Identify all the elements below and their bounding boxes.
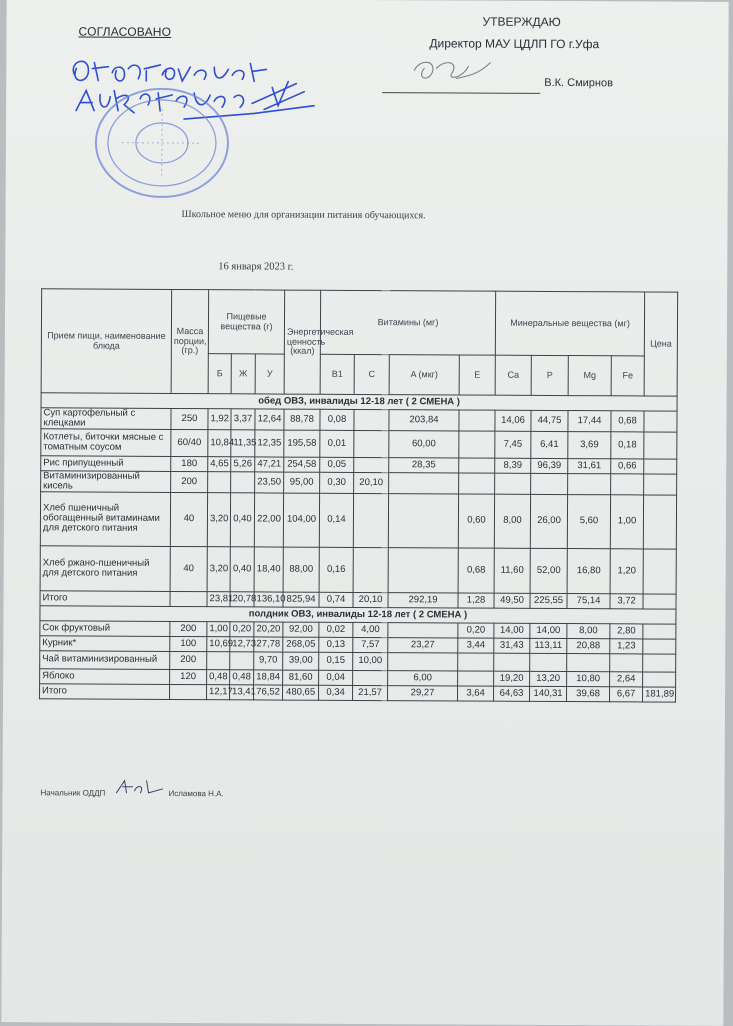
cell-u: 27,78: [254, 637, 283, 652]
cell-a: 292,19: [388, 593, 458, 608]
cell-p: 44,75: [531, 410, 568, 431]
cell-price: [643, 594, 676, 609]
cell-p: 140,31: [530, 686, 567, 701]
cell-mg: 20,88: [567, 638, 610, 653]
cell-name: Котлеты, биточки мясные с томатным соусом: [41, 429, 171, 457]
cell-fe: 0,18: [611, 432, 644, 459]
cell-mg: [567, 653, 610, 671]
cell-c: [354, 430, 389, 457]
cell-b1: 0,74: [319, 592, 353, 607]
cell-a: 23,27: [388, 638, 458, 653]
cell-a: 28,35: [389, 458, 459, 473]
header-vitamins: Витамины (мг): [320, 290, 495, 355]
header-minerals: Минеральные вещества (мг): [495, 291, 644, 356]
cell-name: Чай витаминизированный: [40, 651, 170, 670]
cell-price: [643, 495, 676, 549]
cell-zh: 0,20: [230, 622, 254, 637]
footer-signature: [112, 777, 166, 799]
cell-energy: 254,58: [284, 457, 320, 472]
cell-mass: 120: [170, 669, 207, 684]
cell-energy: 268,05: [283, 637, 319, 652]
cell-p: 26,00: [530, 494, 567, 548]
cell-p: [531, 473, 568, 494]
cell-b: [208, 472, 231, 493]
cell-zh: 0,40: [230, 547, 254, 592]
cell-energy: 81,60: [283, 670, 319, 685]
cell-u: 23,50: [255, 472, 284, 493]
cell-b1: 0,01: [320, 430, 354, 457]
director-name: В.К. Смирнов: [544, 76, 613, 90]
cell-e: 0,60: [458, 494, 494, 548]
cell-c: [353, 670, 388, 685]
cell-ca: 64,63: [494, 686, 530, 701]
cell-fe: 1,23: [610, 639, 643, 654]
cell-a: 29,27: [388, 686, 458, 701]
cell-a: 203,84: [389, 410, 459, 431]
cell-c: 20,10: [353, 592, 388, 607]
cell-mg: 8,00: [567, 623, 610, 638]
cell-zh: 20,78: [230, 592, 254, 607]
cell-mg: 16,80: [567, 548, 610, 593]
cell-zh: 3,37: [231, 409, 255, 430]
cell-zh: 11,35: [231, 430, 255, 457]
cell-name: Хлеб пшеничный обогащенный витаминами для детского питания: [40, 492, 170, 547]
cell-u: 12,64: [255, 409, 284, 430]
header-energy: Энергетическая ценность (ккал): [284, 290, 321, 394]
cell-energy: 88,00: [283, 547, 319, 592]
cell-mass: 180: [171, 456, 208, 471]
cell-ca: 49,50: [494, 593, 530, 608]
cell-c: [353, 493, 388, 547]
cell-u: 20,20: [254, 622, 283, 637]
cell-p: 14,00: [530, 623, 567, 638]
cell-p: 52,00: [530, 548, 567, 593]
header-c: C: [354, 354, 389, 394]
header-b: Б: [208, 354, 231, 394]
cell-ca: 19,20: [494, 671, 530, 686]
cell-fe: 2,64: [610, 672, 643, 687]
director-signature: [406, 48, 496, 88]
cell-b: 23,81: [207, 592, 230, 607]
cell-mass: 40: [170, 492, 207, 546]
cell-zh: 13,41: [230, 685, 254, 700]
header-p: P: [531, 355, 568, 395]
cell-fe: 1,20: [610, 549, 643, 594]
cell-fe: [611, 474, 644, 495]
cell-c: 4,00: [353, 622, 388, 637]
section-title: полдник ОВЗ, инвалиды 12-18 лет ( 2 СМЕНА ): [40, 606, 676, 624]
cell-price: [644, 459, 677, 474]
cell-zh: 5,26: [231, 457, 255, 472]
cell-p: 225,55: [530, 593, 567, 608]
header-mg: Mg: [568, 356, 611, 396]
cell-e: [459, 410, 495, 431]
cell-b: 1,00: [207, 622, 230, 637]
cell-price: [644, 474, 677, 495]
cell-mass: [170, 591, 207, 606]
cell-p: 96,39: [531, 458, 568, 473]
cell-fe: 1,00: [610, 495, 643, 549]
header-e: E: [459, 355, 495, 395]
cell-c: 7,57: [353, 637, 388, 652]
cell-a: [388, 623, 458, 638]
cell-b1: 0,30: [320, 472, 354, 493]
cell-b: 10,84: [208, 430, 231, 457]
cell-ca: [495, 473, 531, 494]
cell-e: [458, 653, 494, 671]
cell-u: 18,40: [254, 547, 283, 592]
table-row: [40, 492, 676, 549]
cell-mg: 3,69: [568, 431, 611, 458]
cell-ca: 14,06: [495, 410, 531, 431]
cell-mg: 75,14: [567, 593, 610, 608]
cell-b: 1,92: [208, 409, 231, 430]
cell-u: 47,21: [255, 457, 284, 472]
director-title: Директор МАУ ЦДЛП ГО г.Уфа: [429, 36, 600, 52]
cell-ca: 8,39: [495, 458, 531, 473]
cell-ca: 11,60: [494, 548, 530, 593]
cell-p: [530, 653, 567, 671]
cell-b: 4,65: [208, 457, 231, 472]
cell-b1: 0,34: [319, 685, 353, 700]
cell-e: 0,68: [458, 548, 494, 593]
section-title: обед ОВЗ, инвалиды 12-18 лет ( 2 СМЕНА ): [41, 393, 677, 411]
cell-b1: 0,14: [319, 493, 353, 547]
cell-b1: 0,05: [320, 457, 354, 472]
approval-right-label: УТВЕРЖДАЮ: [482, 14, 561, 30]
cell-mg: 17,44: [568, 411, 611, 432]
cell-energy: 195,58: [284, 430, 320, 457]
cell-u: 18,84: [254, 670, 283, 685]
cell-price: [644, 411, 677, 432]
cell-e: 3,44: [458, 638, 494, 653]
cell-energy: 92,00: [283, 622, 319, 637]
cell-a: 60,00: [389, 431, 459, 458]
cell-e: 1,28: [458, 593, 494, 608]
cell-b1: 0,13: [319, 637, 353, 652]
cell-e: [459, 473, 495, 494]
header-b1: B1: [320, 354, 354, 394]
cell-a: [389, 473, 459, 494]
cell-b: 12,17: [207, 685, 230, 700]
header-a: A (мкг): [389, 355, 459, 395]
cell-mg: 31,61: [568, 458, 611, 473]
cell-a: [388, 494, 458, 548]
cell-energy: 88,78: [284, 409, 320, 430]
cell-c: 21,57: [353, 685, 388, 700]
total-row: [40, 684, 676, 702]
cell-u: 76,52: [254, 685, 283, 700]
cell-zh: 12,73: [230, 637, 254, 652]
menu-date: 16 января 2023 г.: [218, 261, 294, 273]
approval-left-label: СОГЛАСОВАНО: [78, 24, 172, 39]
cell-e: [458, 671, 494, 686]
cell-b: 3,20: [207, 493, 230, 547]
cell-mass: 100: [170, 636, 207, 651]
cell-e: 0,20: [458, 623, 494, 638]
cell-fe: 3,72: [610, 594, 643, 609]
cell-c: [354, 409, 389, 430]
cell-energy: 825,94: [283, 592, 319, 607]
cell-name: Яблоко: [40, 669, 170, 685]
cell-e: 3,64: [458, 686, 494, 701]
cell-mg: 10,80: [567, 671, 610, 686]
cell-price: [643, 672, 676, 687]
cell-b1: 0,16: [319, 547, 353, 592]
menu-title: Школьное меню для организации питания обучающихся.: [181, 209, 426, 222]
cell-mass: 200: [171, 471, 208, 492]
cell-ca: 7,45: [495, 431, 531, 458]
cell-c: [353, 547, 388, 592]
cell-b: 0,48: [207, 670, 230, 685]
footer-position: Начальник ОДДП: [40, 788, 106, 798]
cell-price: [643, 639, 676, 654]
cell-u: 12,35: [255, 430, 284, 457]
cell-zh: 0,40: [230, 493, 254, 547]
cell-c: 20,10: [354, 472, 389, 493]
cell-p: 13,20: [530, 671, 567, 686]
cell-name: Витаминизированный кисель: [41, 471, 171, 493]
cell-mass: [170, 684, 207, 699]
cell-b: 3,20: [207, 547, 230, 592]
signature-line: [382, 92, 540, 94]
header-fe: Fe: [611, 356, 644, 396]
cell-e: [459, 458, 495, 473]
cell-p: 113,11: [530, 638, 567, 653]
cell-p: 6,41: [531, 431, 568, 458]
cell-price: [643, 654, 676, 672]
header-mass: Масса порции, (гр.): [171, 289, 209, 393]
cell-name: Суп картофельный с клецками: [41, 408, 171, 430]
header-price: Цена: [644, 292, 678, 396]
cell-mass: 200: [170, 621, 207, 636]
cell-b1: 0,08: [320, 409, 354, 430]
cell-name: Итого: [40, 684, 170, 700]
footer-name: Исламова Н.А.: [168, 788, 224, 799]
cell-name: Хлеб ржано-пшеничный для детского питания: [40, 546, 170, 592]
cell-fe: 0,66: [611, 459, 644, 474]
cell-b: [207, 652, 230, 670]
cell-mg: 39,68: [567, 686, 610, 701]
cell-e: [459, 431, 495, 458]
cell-fe: 0,68: [611, 411, 644, 432]
document-page: [1, 0, 728, 1026]
cell-name: Курник*: [40, 636, 170, 652]
cell-mg: 5,60: [567, 494, 610, 548]
cell-fe: [610, 654, 643, 672]
cell-price: [644, 432, 677, 459]
cell-ca: 8,00: [494, 494, 530, 548]
table-row: [40, 546, 676, 594]
cell-energy: 104,00: [283, 493, 319, 547]
cell-zh: [230, 652, 254, 670]
cell-b1: 0,04: [319, 670, 353, 685]
cell-name: Рис припущенный: [41, 456, 171, 472]
cell-mass: 250: [171, 408, 208, 429]
cell-ca: 14,00: [494, 623, 530, 638]
cell-price: [643, 549, 676, 594]
cell-b1: 0,02: [319, 622, 353, 637]
header-nutrients: Пищевые вещества (г): [208, 290, 284, 354]
cell-a: [388, 548, 458, 593]
menu-table-body: [40, 393, 678, 702]
round-stamp: [92, 85, 233, 204]
cell-mg: [568, 473, 611, 494]
cell-a: 6,00: [388, 671, 458, 686]
table-row: [41, 429, 677, 459]
cell-c: 10,00: [353, 652, 388, 670]
cell-mass: 40: [170, 546, 207, 591]
cell-mass: 200: [170, 651, 207, 669]
header-row-top: [41, 289, 677, 356]
header-ca: Ca: [495, 355, 531, 395]
cell-energy: 39,00: [283, 652, 319, 670]
cell-price: 181,89: [643, 687, 676, 702]
cell-price: [643, 624, 676, 639]
cell-zh: 0,48: [230, 670, 254, 685]
cell-zh: [231, 472, 255, 493]
menu-table: [39, 288, 678, 702]
header-zh: Ж: [231, 354, 255, 394]
cell-name: Сок фруктовый: [40, 621, 170, 637]
cell-fe: 2,80: [610, 624, 643, 639]
cell-u: 22,00: [254, 493, 283, 547]
cell-ca: 31,43: [494, 638, 530, 653]
cell-fe: 6,67: [610, 687, 643, 702]
cell-energy: 480,65: [283, 685, 319, 700]
cell-b: 10,69: [207, 637, 230, 652]
cell-u: 9,70: [254, 652, 283, 670]
cell-name: Итого: [40, 591, 170, 607]
cell-ca: [494, 653, 530, 671]
header-u: У: [255, 354, 284, 394]
cell-b1: 0,15: [319, 652, 353, 670]
cell-u: 136,10: [254, 592, 283, 607]
cell-mass: 60/40: [171, 429, 208, 456]
cell-c: [354, 457, 389, 472]
header-meal: Прием пищи, наименование блюда: [41, 289, 172, 394]
cell-a: [388, 653, 458, 671]
cell-energy: 95,00: [284, 472, 320, 493]
